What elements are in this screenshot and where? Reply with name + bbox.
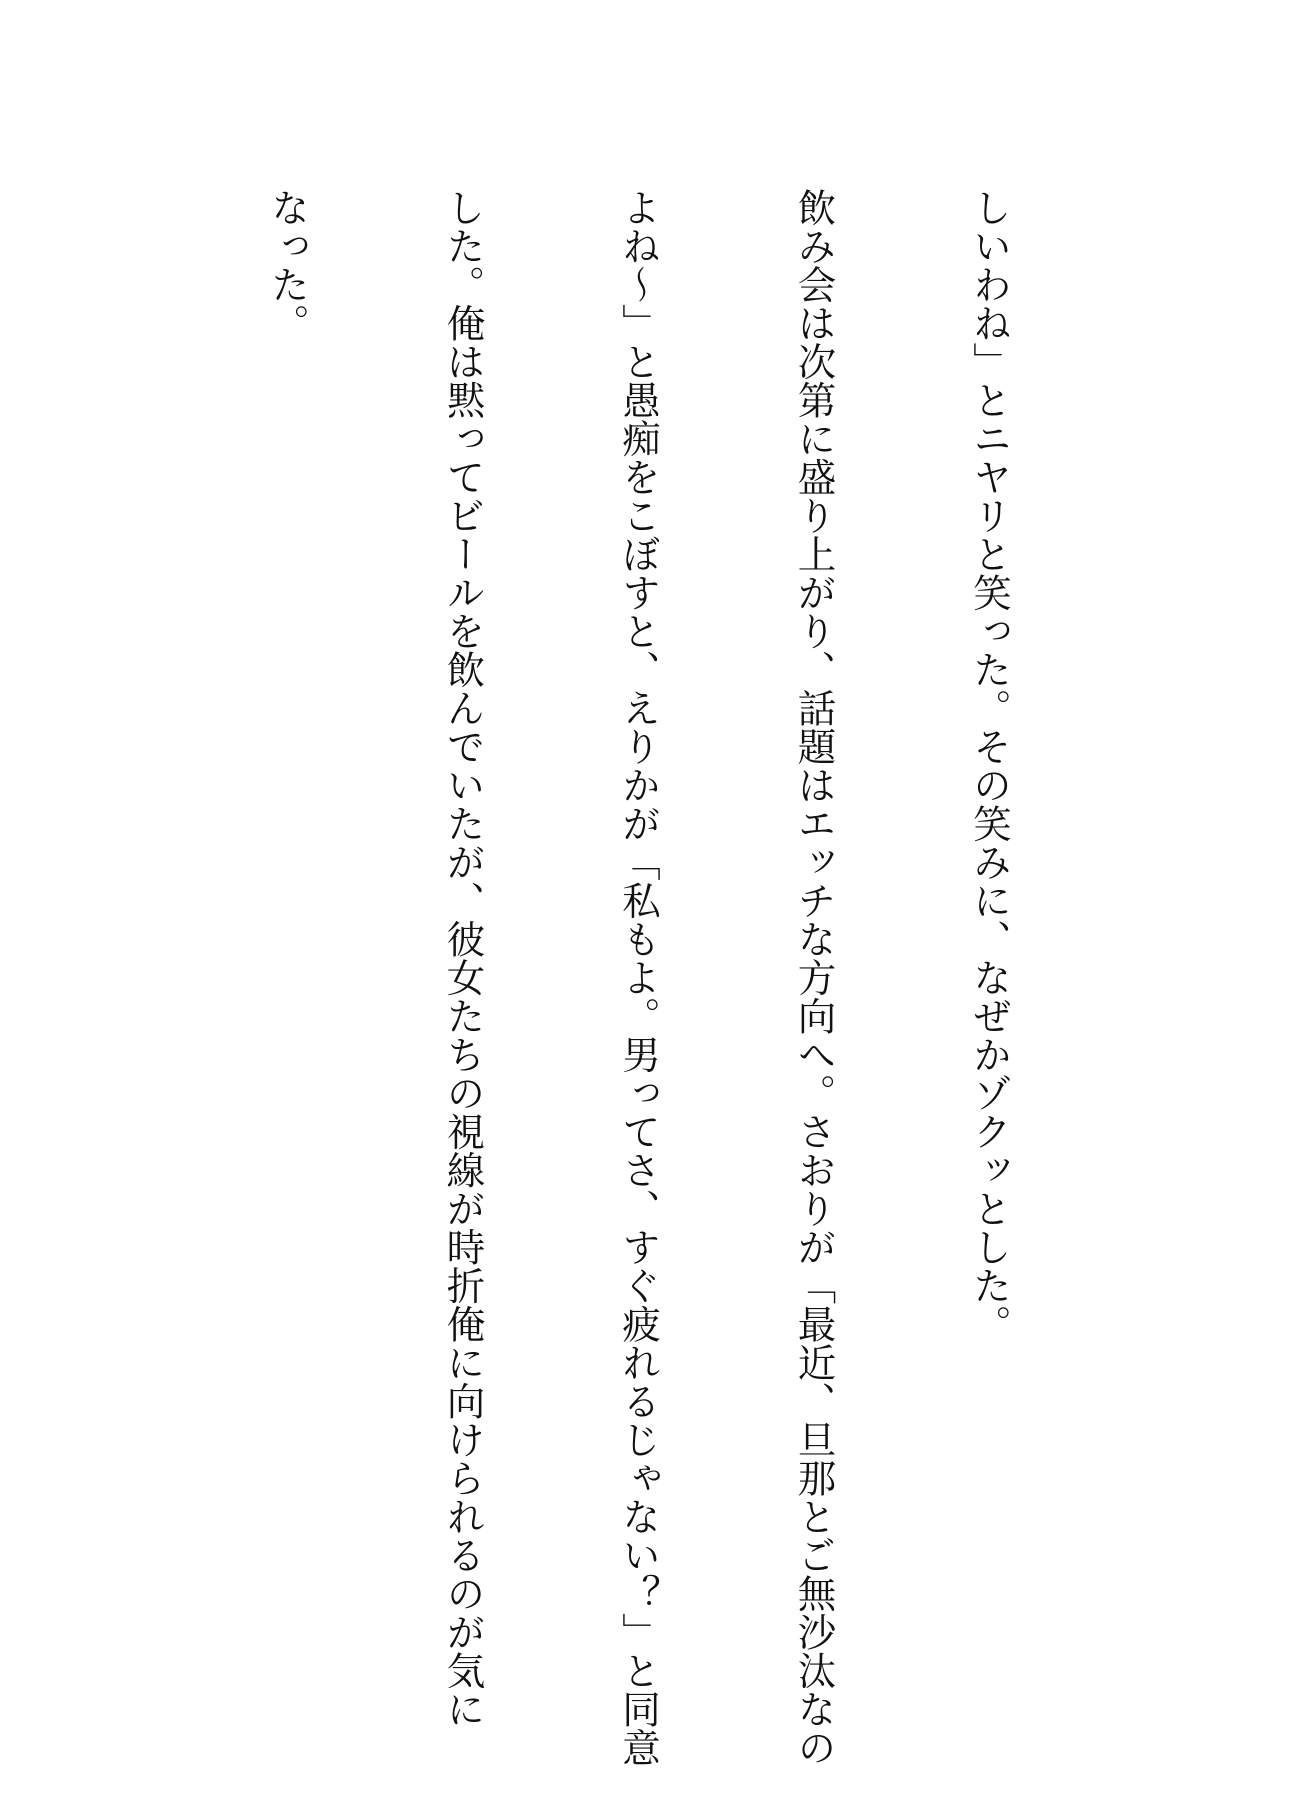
text-line: した。俺は黙ってビールを飲んでいたが、彼女たちの視線が時折俺に向けられるのが気に <box>440 188 486 1728</box>
text-line: よね〜」と愚痴をこぼすと、えりかが「私もよ。男ってさ、すぐ疲れるじゃない？」と同意 <box>616 188 661 1767</box>
text-line: なった。 <box>265 188 310 342</box>
text-line: しいわね」とニヤリと笑った。その笑みに、なぜかゾクッとした。 <box>967 188 1012 1343</box>
blank-line <box>82 188 141 1608</box>
text-line: 飲み会は次第に盛り上がり、話題はエッチな方向へ。さおりが「最近、旦那とご無沙汰なの <box>791 188 837 1767</box>
vertical-text-body <box>0 188 1135 1767</box>
